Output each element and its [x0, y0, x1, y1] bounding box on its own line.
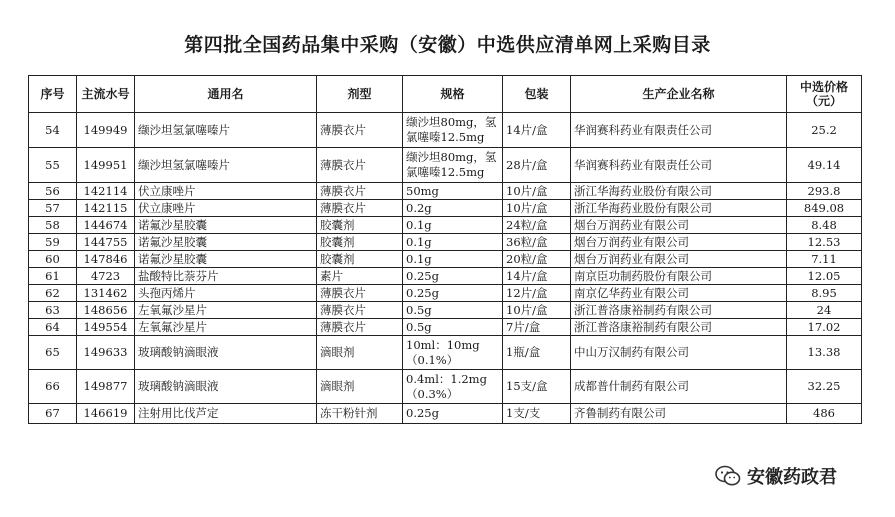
cell-name: 伏立康唑片: [135, 200, 317, 217]
header-maker: 生产企业名称: [571, 76, 787, 113]
cell-spec: 缬沙坦80mg，氢氯噻嗪12.5mg: [403, 113, 503, 148]
watermark: [715, 463, 837, 489]
cell-form: 薄膜衣片: [317, 200, 403, 217]
cell-maker: 烟台万润药业有限公司: [571, 234, 787, 251]
cell-no: 63: [29, 302, 77, 319]
table-row: [29, 148, 862, 183]
cell-pack: 36粒/盒: [503, 234, 571, 251]
cell-name: 左氧氟沙星片: [135, 319, 317, 336]
cell-price: 8.48: [787, 217, 862, 234]
cell-no: 55: [29, 148, 77, 183]
cell-pack: 7片/盒: [503, 319, 571, 336]
cell-form: 冻干粉针剂: [317, 404, 403, 424]
cell-form: 薄膜衣片: [317, 285, 403, 302]
cell-pack: 14片/盒: [503, 113, 571, 148]
table-row: [29, 113, 862, 148]
cell-name: 伏立康唑片: [135, 183, 317, 200]
cell-name: 诺氟沙星胶囊: [135, 251, 317, 268]
table-row: [29, 268, 862, 285]
cell-no: 67: [29, 404, 77, 424]
cell-maker: 南京亿华药业有限公司: [571, 285, 787, 302]
cell-code: 4723: [77, 268, 135, 285]
cell-no: 61: [29, 268, 77, 285]
cell-pack: 28片/盒: [503, 148, 571, 183]
header-name: 通用名: [135, 76, 317, 113]
cell-spec: 0.25g: [403, 404, 503, 424]
cell-spec: 10ml：10mg（0.1%）: [403, 336, 503, 370]
table-row: [29, 234, 862, 251]
cell-maker: 成都普什制药有限公司: [571, 370, 787, 404]
cell-price: 7.11: [787, 251, 862, 268]
cell-price: 24: [787, 302, 862, 319]
cell-maker: 烟台万润药业有限公司: [571, 217, 787, 234]
table-row: [29, 404, 862, 424]
cell-name: 注射用比伐芦定: [135, 404, 317, 424]
cell-name: 玻璃酸钠滴眼液: [135, 370, 317, 404]
cell-no: 60: [29, 251, 77, 268]
cell-spec: 0.2g: [403, 200, 503, 217]
header-code: 主流水号: [77, 76, 135, 113]
cell-price: 32.25: [787, 370, 862, 404]
table-row: [29, 370, 862, 404]
table-row: [29, 251, 862, 268]
cell-maker: 南京臣功制药股份有限公司: [571, 268, 787, 285]
cell-form: 薄膜衣片: [317, 183, 403, 200]
cell-pack: 1支/支: [503, 404, 571, 424]
cell-form: 胶囊剂: [317, 234, 403, 251]
header-spec: 规格: [403, 76, 503, 113]
cell-price: 13.38: [787, 336, 862, 370]
cell-code: 149554: [77, 319, 135, 336]
cell-spec: 0.25g: [403, 285, 503, 302]
cell-price: 49.14: [787, 148, 862, 183]
cell-form: 薄膜衣片: [317, 148, 403, 183]
cell-pack: 10片/盒: [503, 200, 571, 217]
cell-code: 149951: [77, 148, 135, 183]
cell-form: 薄膜衣片: [317, 319, 403, 336]
cell-no: 56: [29, 183, 77, 200]
cell-spec: 0.4ml：1.2mg（0.3%）: [403, 370, 503, 404]
cell-no: 62: [29, 285, 77, 302]
cell-code: 144755: [77, 234, 135, 251]
cell-no: 64: [29, 319, 77, 336]
cell-spec: 0.1g: [403, 234, 503, 251]
cell-no: 58: [29, 217, 77, 234]
table-row: [29, 302, 862, 319]
table-row: [29, 319, 862, 336]
table-row: [29, 217, 862, 234]
cell-price: 486: [787, 404, 862, 424]
cell-pack: 20粒/盒: [503, 251, 571, 268]
cell-maker: 烟台万润药业有限公司: [571, 251, 787, 268]
table-row: [29, 200, 862, 217]
cell-maker: 浙江华海药业股份有限公司: [571, 200, 787, 217]
cell-price: 12.53: [787, 234, 862, 251]
cell-code: 149877: [77, 370, 135, 404]
cell-price: 12.05: [787, 268, 862, 285]
cell-name: 头孢丙烯片: [135, 285, 317, 302]
page-title: 第四批全国药品集中采购（安徽）中选供应清单网上采购目录: [184, 34, 711, 56]
cell-code: 131462: [77, 285, 135, 302]
header-no: 序号: [29, 76, 77, 113]
cell-form: 薄膜衣片: [317, 113, 403, 148]
cell-no: 66: [29, 370, 77, 404]
header-form: 剂型: [317, 76, 403, 113]
cell-form: 滴眼剂: [317, 336, 403, 370]
cell-price: 8.95: [787, 285, 862, 302]
cell-name: 诺氟沙星胶囊: [135, 234, 317, 251]
cell-name: 盐酸特比萘芬片: [135, 268, 317, 285]
cell-form: 胶囊剂: [317, 251, 403, 268]
wechat-icon: [715, 465, 741, 487]
cell-name: 缬沙坦氢氯噻嗪片: [135, 113, 317, 148]
cell-spec: 0.5g: [403, 302, 503, 319]
cell-form: 胶囊剂: [317, 217, 403, 234]
watermark-text: 安徽药政君: [747, 467, 837, 488]
cell-maker: 华润赛科药业有限责任公司: [571, 148, 787, 183]
cell-pack: 12片/盒: [503, 285, 571, 302]
cell-code: 148656: [77, 302, 135, 319]
cell-code: 146619: [77, 404, 135, 424]
cell-spec: 缬沙坦80mg，氢氯噻嗪12.5mg: [403, 148, 503, 183]
table-row: [29, 336, 862, 370]
cell-pack: 10片/盒: [503, 183, 571, 200]
cell-pack: 10片/盒: [503, 302, 571, 319]
table-header-row: [29, 76, 862, 113]
cell-price: 25.2: [787, 113, 862, 148]
cell-maker: 浙江普洛康裕制药有限公司: [571, 319, 787, 336]
cell-maker: 华润赛科药业有限责任公司: [571, 113, 787, 148]
cell-pack: 1瓶/盒: [503, 336, 571, 370]
cell-no: 65: [29, 336, 77, 370]
cell-spec: 50mg: [403, 183, 503, 200]
cell-form: 薄膜衣片: [317, 302, 403, 319]
cell-spec: 0.1g: [403, 217, 503, 234]
cell-price: 293.8: [787, 183, 862, 200]
cell-pack: 15支/盒: [503, 370, 571, 404]
cell-price: 849.08: [787, 200, 862, 217]
cell-price: 17.02: [787, 319, 862, 336]
procurement-table: [28, 75, 862, 424]
cell-maker: 浙江华海药业股份有限公司: [571, 183, 787, 200]
cell-name: 玻璃酸钠滴眼液: [135, 336, 317, 370]
cell-spec: 0.1g: [403, 251, 503, 268]
cell-form: 素片: [317, 268, 403, 285]
cell-no: 54: [29, 113, 77, 148]
cell-code: 144674: [77, 217, 135, 234]
table-row: [29, 183, 862, 200]
cell-form: 滴眼剂: [317, 370, 403, 404]
cell-no: 59: [29, 234, 77, 251]
cell-code: 142114: [77, 183, 135, 200]
header-price: 中选价格（元）: [787, 76, 862, 113]
cell-pack: 14片/盒: [503, 268, 571, 285]
cell-code: 149949: [77, 113, 135, 148]
cell-name: 诺氟沙星胶囊: [135, 217, 317, 234]
table-row: [29, 285, 862, 302]
cell-spec: 0.5g: [403, 319, 503, 336]
cell-pack: 24粒/盒: [503, 217, 571, 234]
cell-code: 147846: [77, 251, 135, 268]
cell-name: 左氧氟沙星片: [135, 302, 317, 319]
cell-maker: 齐鲁制药有限公司: [571, 404, 787, 424]
header-pack: 包装: [503, 76, 571, 113]
cell-maker: 中山万汉制药有限公司: [571, 336, 787, 370]
cell-no: 57: [29, 200, 77, 217]
cell-spec: 0.25g: [403, 268, 503, 285]
cell-maker: 浙江普洛康裕制药有限公司: [571, 302, 787, 319]
cell-code: 142115: [77, 200, 135, 217]
cell-name: 缬沙坦氢氯噻嗪片: [135, 148, 317, 183]
cell-code: 149633: [77, 336, 135, 370]
